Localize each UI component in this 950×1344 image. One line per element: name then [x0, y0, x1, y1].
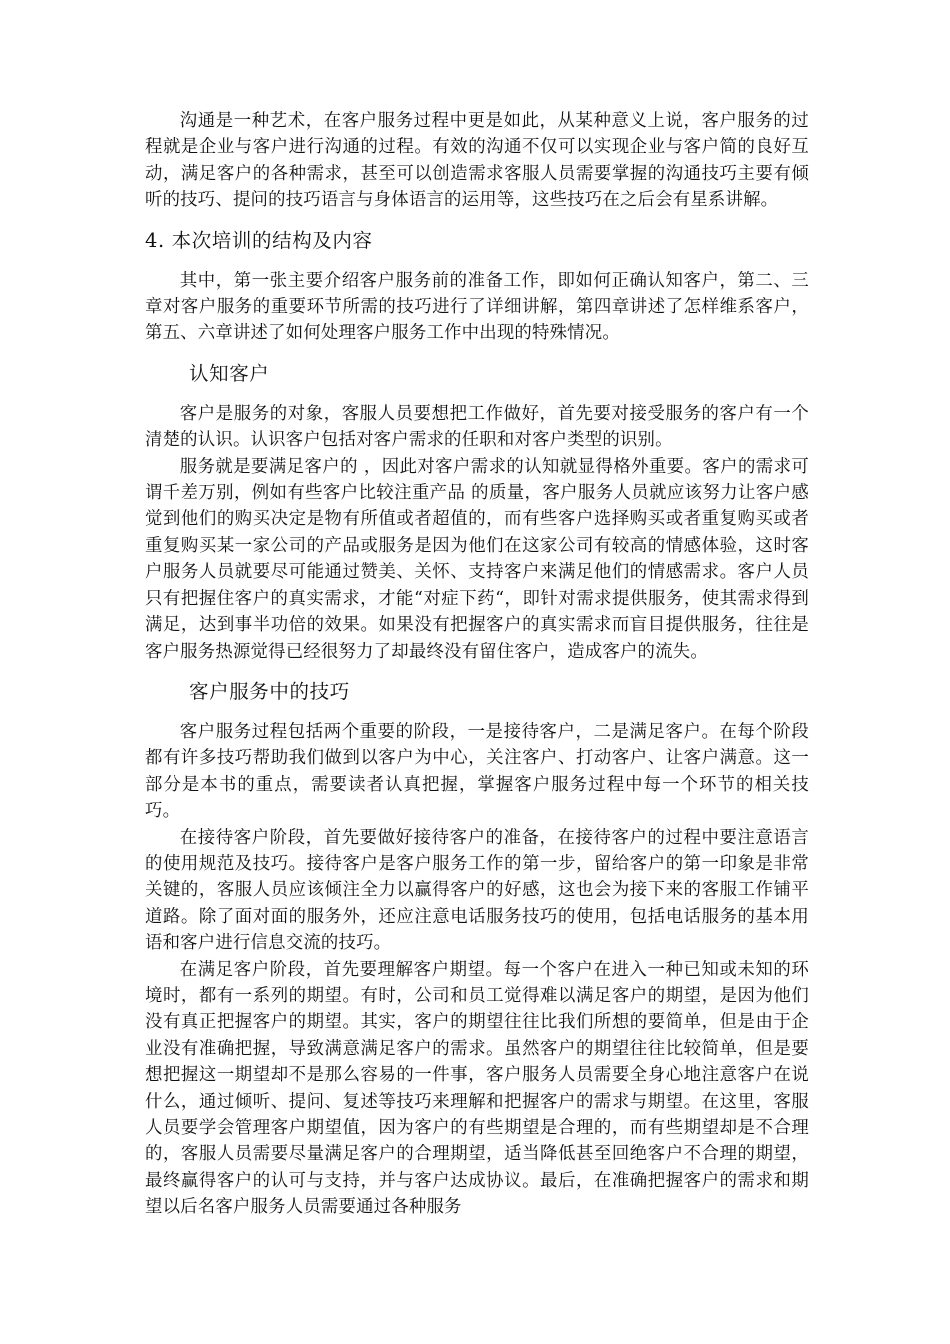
paragraph-recognize-1: 客户是服务的对象，客服人员要想把工作做好，首先要对接受服务的客户有一个清楚的认识。认识客户包括对客户需求的任职和对客户类型的识别。: [145, 403, 809, 451]
section-heading-recognize: 认知客户: [189, 361, 270, 385]
document-page: [145, 108, 809, 1221]
paragraph-skills-2: 在接待客户阶段，首先要做好接待客户的准备，在接待客户的过程中要注意语言的使用规范及技巧。接待客户是客户服务工作的第一步，留给客户的第一印象是非常关键的，客服人员应该倾注全力以赢得客户的好感，这也会为接下来的客服工作铺平道路。除了面对面的服务外，还应注意电话服务技巧的使用，包括电话服务的基本用语和客户进行信息交流的技巧。: [145, 827, 809, 954]
paragraph-skills-3: 在满足客户阶段，首先要理解客户期望。每一个客户在进入一种已知或未知的环境时，都有一系列的期望。有时，公司和员工觉得难以满足客户的期望，是因为他们没有真正把握客户的期望。其实，客户的期望往往比我们所想的要简单，但是由于企业没有准确把握，导致满意满足客户的需求。虽然客户的期望往往比较简单，但是要想把握这一期望却不是那么容易的一件事，客户服务人员需要全身心地注意客户在说什么，通过倾听、提问、复述等技巧来理解和把握客户的需求与期望。在这里，客服人员要学会管理客户期望值，因为客户的有些期望是合理的，而有些期望却是不合理的，客服人员需要尽量满足客户的合理期望，适当降低甚至回绝客户不合理的期望，最终赢得客户的认可与支持，并与客户达成协议。最后，在准确把握客户的需求和期望以后名客户服务人员需要通过各种服务: [145, 959, 809, 1218]
spacer: [145, 214, 809, 226]
spacer: [145, 665, 809, 677]
section-heading-skills: 客户服务中的技巧: [189, 679, 350, 703]
spacer: [145, 347, 809, 359]
paragraph-skills-1: 客户服务过程包括两个重要的阶段，一是接待客户，二是满足客户。在每个阶段都有许多技巧帮助我们做到以客户为中心，关注客户、打动客户、让客户满意。这一部分是本书的重点，需要读者认真把握，掌握客户服务过程中每一个环节的相关技巧。: [145, 721, 809, 822]
spacer: [145, 707, 809, 719]
section-heading-4: 4. 本次培训的结构及内容: [145, 228, 373, 252]
paragraph-structure: 其中，第一张主要介绍客户服务前的准备工作，即如何正确认知客户，第二、三章对客户服务的重要环节所需的技巧进行了详细讲解，第四章讲述了怎样维系客户，第五、六章讲述了如何处理客户服务工作中出现的特殊情况。: [145, 270, 809, 344]
paragraph-intro: 沟通是一种艺术，在客户服务过程中更是如此，从某种意义上说，客户服务的过程就是企业与客户进行沟通的过程。有效的沟通不仅可以实现企业与客户简的良好互动，满足客户的各种需求，甚至可以创造需求客服人员需要掌握的沟通技巧主要有倾听的技巧、提问的技巧语言与身体语言的运用等，这些技巧在之后会有星系讲解。: [145, 111, 809, 211]
paragraph-recognize-2: 服务就是要满足客户的 ，因此对客户需求的认知就显得格外重要。客户的需求可谓千差万别，例如有些客户比较注重产品 的质量，客户服务人员就应该努力让客户感觉到他们的购买决定是物有所值或者超值的，而有些客户选择购买或者重复购买或者重复购买某一家公司的产品或服务是因为他们在这家公司有较高的情感体验，这时客户服务人员就要尽可能通过赞美、关怀、支持客户来满足他们的情感需求。客户人员只有把握住客户的真实需求，才能“对症下药“，即针对需求提供服务，使其需求得到满足，达到事半功倍的效果。如果没有把握客户的真实需求而盲目提供服务，往往是客户服务热源觉得已经很努力了却最终没有留住客户，造成客户的流失。: [145, 456, 809, 662]
spacer: [145, 389, 809, 401]
spacer: [145, 256, 809, 268]
